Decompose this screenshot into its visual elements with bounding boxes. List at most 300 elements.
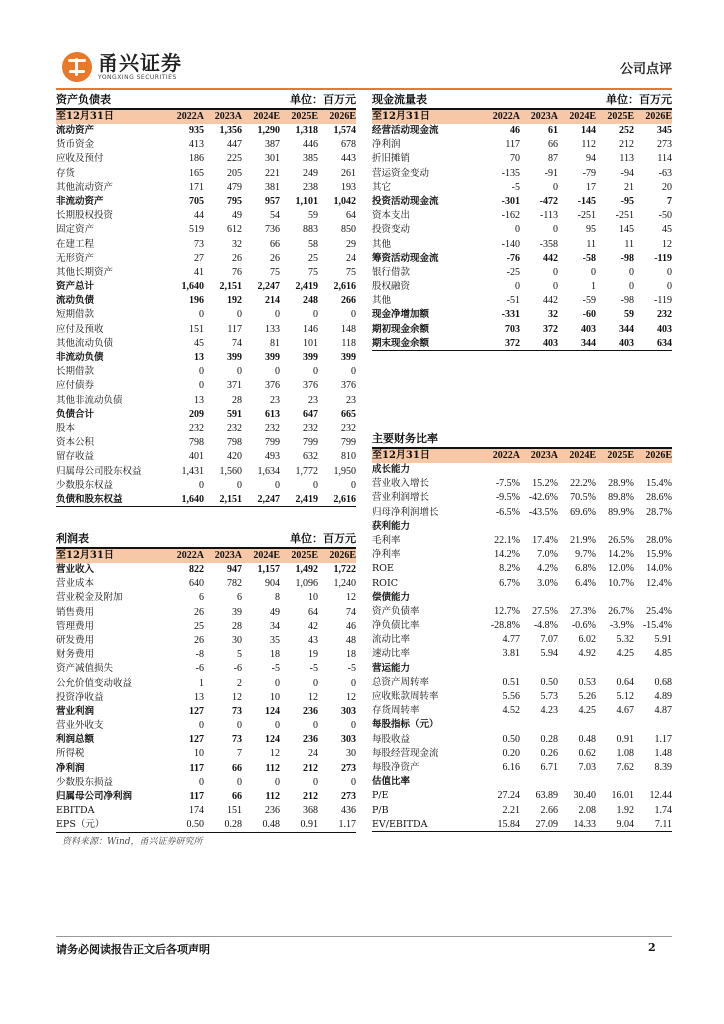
column-header: 2023A [214,550,242,561]
cell-value: -6 [195,663,204,675]
cell-value: 0.62 [578,747,596,759]
cell-value: 4.92 [578,648,596,660]
row-label: 折旧摊销 [372,153,411,165]
cell-value: 387 [265,139,280,151]
cell-value: 212 [303,762,318,774]
cell-value: 12.0% [608,563,634,575]
cell-value: 249 [303,167,318,179]
row-label: 投资净收益 [56,691,104,703]
row-label: 归母净利润增长 [372,506,439,518]
row-label: 利润总额 [56,734,95,746]
cell-value: 27.24 [497,790,520,802]
cell-value: 0 [313,776,318,788]
cell-value: 41 [194,266,204,278]
cell-value: 798 [227,437,242,449]
cell-value: 1.92 [616,804,634,816]
table-row [372,747,672,761]
cell-value: 0 [199,309,204,321]
table-row [372,818,672,832]
table-row [372,733,672,747]
cell-value: 0 [667,281,672,293]
cell-value: 26 [194,634,204,646]
cell-value: 850 [341,224,356,236]
cell-value: 5.12 [616,691,634,702]
cell-value: -98 [620,295,634,307]
table-body [56,549,356,833]
table-row [372,789,672,803]
cell-value: 8.39 [654,761,672,773]
column-header: 2022A [176,111,204,122]
cell-value: 73 [194,238,204,250]
cell-value: 0 [275,720,280,732]
cell-value: 399 [227,352,242,363]
cell-value: 372 [505,337,520,349]
cell-value: 1,640 [181,281,204,293]
table-header-row [372,449,672,463]
table-row [56,662,356,676]
table-row [56,394,356,408]
cell-value: -358 [539,238,558,250]
cell-value: -42.6% [528,492,558,504]
row-label: 销售费用 [56,606,95,618]
cell-value: 28 [232,394,242,406]
cell-value: 2,419 [295,281,318,293]
table-row [56,776,356,790]
cell-value: 6.8% [575,563,596,575]
cell-value: 2 [237,677,242,689]
cell-value: 0.28 [540,733,558,745]
cell-value: 436 [341,805,356,817]
cell-value: 14.2% [494,549,520,561]
cell-value: 372 [543,323,558,335]
cell-value: 113 [619,153,634,165]
table-row [56,762,356,776]
table-row [56,465,356,479]
row-label: 归属母公司净利润 [56,791,133,802]
cell-value: -5 [309,663,318,675]
cell-value: 43 [308,634,318,646]
cell-value: -119 [654,252,672,264]
row-label: 负债合计 [56,408,95,420]
row-label: 营业收入 [56,564,95,575]
table-row [56,733,356,747]
cell-value: 11 [624,238,634,250]
cell-value: 63.89 [535,790,558,802]
cell-value: 1,042 [333,195,356,207]
column-header: 2025E [607,111,634,122]
cell-value: 0 [515,281,520,293]
cell-value: 12.4% [646,577,672,589]
cell-value: 273 [341,791,356,802]
cell-value: 0 [553,224,558,236]
cell-value: 127 [189,734,204,746]
cell-value: 39 [232,606,242,618]
cell-value: 0.53 [578,676,596,688]
cell-value: 66 [232,791,242,802]
cell-value: 14.2% [608,549,634,561]
cell-value: 822 [189,564,204,575]
table-title: 主要财务比率 [372,432,438,445]
cell-value: 0 [313,366,318,378]
table-unit: 单位：百万元 [290,93,356,106]
table-row [372,704,672,718]
cell-value: -6.5% [495,506,520,518]
cell-value: 12.7% [494,605,520,617]
cell-value: 0 [313,479,318,491]
cell-value: 236 [303,705,318,717]
table-title: 资产负债表 [56,93,111,106]
cell-value: 42 [308,620,318,632]
row-label: 毛利率 [372,534,401,546]
row-label: 净利润 [372,139,401,151]
table-row [372,605,672,619]
column-header: 2025E [291,111,318,122]
cell-value: 26 [232,252,242,264]
table-header-row [56,549,356,563]
cell-value: 28.7% [646,506,672,518]
row-label: 流动负债 [56,295,95,307]
cell-value: 27.09 [535,818,558,830]
cell-value: 0.64 [616,676,634,688]
cell-value: 212 [619,139,634,151]
row-label: 估值比率 [372,776,411,788]
cell-value: 28 [232,620,242,632]
table-row [56,747,356,761]
cell-value: 678 [341,139,356,151]
cell-value: 399 [265,352,280,363]
row-label: 应付债券 [56,380,95,392]
cell-value: 2.08 [578,804,596,816]
cell-value: 117 [189,791,204,802]
cell-value: 196 [189,295,204,307]
cell-value: 1,096 [295,578,318,590]
cell-value: 70.5% [570,492,596,504]
cell-value: 7.11 [654,818,672,830]
table-row [56,479,356,493]
cell-value: 634 [657,337,672,349]
cell-value: 376 [303,380,318,392]
cell-value: 9.7% [575,549,596,561]
cell-value: 27.3% [570,605,596,617]
table-row [56,308,356,322]
cell-value: 22.1% [494,534,520,546]
cell-value: 118 [341,337,356,349]
cell-value: 12 [232,691,242,703]
cell-value: 225 [227,153,242,165]
table-title: 现金流量表 [372,93,427,106]
cell-value: 904 [265,578,280,590]
cell-value: 368 [303,805,318,817]
cell-value: 0.51 [502,676,520,688]
cell-value: 232 [303,422,318,434]
cell-value: 493 [265,451,280,463]
logo-name-en: YONGXING SECURITIES [98,74,177,81]
cell-value: 0 [351,366,356,378]
cell-value: 403 [657,323,672,335]
cell-value: 26 [270,252,280,264]
cell-value: 12 [270,748,280,760]
cell-value: -113 [540,210,558,222]
cell-value: 591 [227,408,242,420]
cell-value: 112 [265,791,280,802]
row-label: 营业利润 [56,705,95,717]
cell-value: 2,247 [257,493,280,505]
table-row [372,548,672,562]
table-row [372,619,672,633]
row-label: 资产负债率 [372,605,420,617]
cell-value: 12 [346,592,356,604]
cell-value: 4.87 [654,705,672,717]
cell-value: 70 [510,153,520,165]
cell-value: 4.25 [578,705,596,717]
cell-value: 4.85 [654,648,672,660]
table-row [372,562,672,576]
table-row [56,606,356,620]
cell-value: 112 [265,762,280,774]
cell-value: 0 [591,266,596,278]
cell-value: 232 [341,422,356,434]
column-header: 2025E [607,450,634,461]
financial-ratio-table [372,433,672,832]
cell-value: 151 [189,323,204,335]
table-row [56,365,356,379]
page-number: 2 [648,941,656,954]
row-label: 财务费用 [56,649,95,661]
cell-value: 10 [194,748,204,760]
cell-value: 647 [303,408,318,420]
cell-value: 0 [351,720,356,732]
row-label: 资本支出 [372,210,411,222]
cell-value: 22.2% [570,478,596,490]
cell-value: 18 [270,649,280,661]
cell-value: 7 [237,748,242,760]
cell-value: 117 [505,139,520,151]
cell-value: 1 [199,677,204,689]
cell-value: 101 [303,337,318,349]
company-logo [62,52,182,82]
cell-value: 232 [189,422,204,434]
cell-value: -5 [271,663,280,675]
cell-value: 212 [303,791,318,802]
column-header: 2024E [569,111,596,122]
cell-value: 15.2% [532,478,558,490]
row-label: 存货周转率 [372,705,420,717]
column-header: 2022A [492,450,520,461]
row-label: 非流动资产 [56,195,104,207]
cell-value: 1.08 [616,747,634,759]
row-label: 其他流动资产 [56,181,114,193]
cell-value: -8 [195,649,204,661]
cell-value: 1,492 [295,564,318,575]
row-label: 营运资金变动 [372,167,430,179]
cell-value: 112 [581,139,596,151]
cell-value: 44 [194,210,204,222]
cell-value: 76 [232,266,242,278]
cell-value: 303 [341,705,356,717]
cell-value: 9.04 [616,818,634,830]
table-row [372,266,672,280]
table-row [372,761,672,775]
cell-value: 25.4% [646,605,672,617]
cell-value: 0 [275,366,280,378]
cell-value: 1.17 [338,819,356,831]
table-header-row [372,110,672,124]
cell-value: 403 [543,337,558,349]
cell-value: 7.07 [540,634,558,646]
cell-value: -5 [347,663,356,675]
cell-value: 2,151 [219,281,242,293]
cell-value: 46 [346,620,356,632]
row-label: 应收及预付 [56,153,104,165]
cell-value: 27.5% [532,605,558,617]
table-row [372,280,672,294]
table-row [56,323,356,337]
cell-value: 810 [341,451,356,463]
cell-value: 15.4% [646,478,672,490]
column-header: 2022A [176,550,204,561]
row-label: 流动比率 [372,634,411,646]
cell-value: 519 [189,224,204,236]
cell-value: 89.8% [608,492,634,504]
cell-value: 23 [308,394,318,406]
cell-value: 81 [270,337,280,349]
cell-value: 0 [237,720,242,732]
row-label: 资产总计 [56,281,95,293]
cell-value: 443 [341,153,356,165]
cell-value: 2,151 [219,493,242,505]
table-row [372,491,672,505]
table-title-row [372,94,672,110]
cell-value: 30 [232,634,242,646]
page-header [56,44,672,90]
cell-value: 5.73 [540,691,558,702]
cell-value: 947 [227,564,242,575]
cell-value: 26 [194,606,204,618]
cell-value: 214 [265,295,280,307]
column-header: 2024E [253,550,280,561]
cell-value: -7.5% [495,478,520,490]
cell-value: 0 [351,309,356,321]
column-header-label: 至12月31日 [56,111,114,122]
cell-value: 0.50 [186,819,204,831]
row-label: 偿债能力 [372,591,411,603]
cell-value: 232 [227,422,242,434]
cell-value: 665 [341,408,356,420]
row-label: 营业外收支 [56,720,104,732]
balance-sheet-table [56,94,356,507]
row-label: 营业利润增长 [372,492,430,504]
row-label: 营业税金及附加 [56,592,123,604]
row-label: 银行借款 [372,266,411,278]
cell-value: 75 [270,266,280,278]
row-label: 资产减值损失 [56,663,114,675]
cell-value: 1,560 [219,465,242,477]
column-header: 2024E [569,450,596,461]
row-label: 营业收入增长 [372,478,430,490]
row-label: 存货 [56,167,76,179]
table-row [56,719,356,733]
section-row [372,591,672,605]
cell-value: 28.9% [608,478,634,490]
row-label: 其他 [372,238,392,250]
column-header: 2026E [645,111,672,122]
table-row [372,124,672,138]
cell-value: -58 [582,252,596,264]
table-unit: 单位：百万元 [606,93,672,106]
cell-value: 0 [313,677,318,689]
cell-value: 20 [662,181,672,193]
cell-value: 0 [199,366,204,378]
table-row [56,436,356,450]
cell-value: 236 [303,734,318,746]
row-label: 每股收益 [372,733,411,745]
cell-value: 0 [275,776,280,788]
cell-value: 376 [341,380,356,392]
cell-value: 10 [308,592,318,604]
row-label: 在建工程 [56,238,95,250]
cell-value: 273 [341,762,356,774]
cell-value: 798 [189,437,204,449]
cell-value: 1,240 [333,578,356,590]
table-row [56,138,356,152]
row-label: P/B [372,804,389,816]
table-row [56,280,356,294]
cell-value: 782 [227,578,242,590]
row-label: 投资活动现金流 [372,195,439,207]
row-label: 其它 [372,181,392,193]
cell-value: 64 [346,210,356,222]
cell-value: 14.33 [573,818,596,830]
cell-value: 12 [662,238,672,250]
table-row [56,450,356,464]
cell-value: 446 [303,139,318,151]
cell-value: 1.48 [654,747,672,759]
cell-value: 28.0% [646,534,672,546]
table-body [372,110,672,351]
cell-value: 1,431 [181,465,204,477]
row-label: 短期借款 [56,309,95,321]
table-row [56,181,356,195]
column-header: 2023A [530,111,558,122]
table-row [56,223,356,237]
cell-value: -331 [501,309,520,321]
cell-value: -91 [544,167,558,179]
logo-name-cn: 甬兴证券 [98,51,182,75]
section-row [372,463,672,477]
table-row [372,238,672,252]
cell-value: 7 [667,195,672,207]
row-label: 流动资产 [56,125,95,136]
cell-value: 6.16 [502,761,520,773]
cell-value: 301 [265,153,280,165]
cell-value: -119 [654,295,672,307]
cell-value: 1.17 [654,733,672,745]
section-row [372,662,672,676]
row-label: 其他流动负债 [56,337,114,349]
cell-value: 4.23 [540,705,558,717]
table-row [372,152,672,166]
table-row [372,633,672,647]
cell-value: 58 [308,238,318,250]
cell-value: 146 [303,323,318,335]
cell-value: 0.50 [540,676,558,688]
cell-value: 0.28 [224,819,242,831]
cell-value: 385 [303,153,318,165]
cell-value: 344 [619,323,634,335]
row-label: 所得税 [56,748,85,760]
cell-value: 148 [341,323,356,335]
table-row [372,676,672,690]
